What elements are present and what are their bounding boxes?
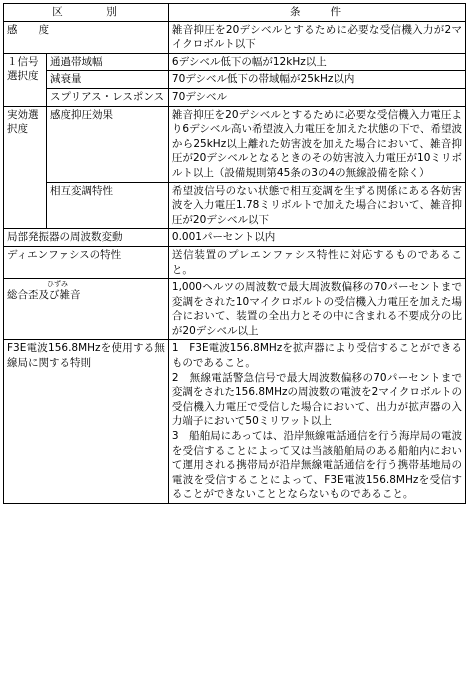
intermod-condition: 希望波信号のない状態で相互変調を生ずる関係にある各妨害波を入力電圧1.78ミリボルトで加えた場合において、雑音抑圧が20デシベル以下 [168,182,465,229]
passband-label: 通過帯域幅 [47,53,169,71]
sensitivity-label: 感 度 [4,21,169,53]
table-row [4,21,466,53]
table-row [4,340,466,504]
table-row [4,279,466,340]
distortion-label: 総合歪及び雑音 [7,289,81,302]
distortion-cell [4,279,169,340]
distortion-condition: 1,000ヘルツの周波数で最大周波数偏移の70パーセントまで変調をされた10マイクロボルトの受信機入力電圧を加えた場合において、装置の全出力とその中に含まれる不要成分の比が20デシベル以上 [168,279,465,340]
local-osc-label: 局部発振器の周波数変動 [4,229,169,247]
receiver-conditions-table [3,3,466,504]
header-row [4,4,466,22]
table-row [4,229,466,247]
attenuation-label: 減衰量 [47,71,169,89]
f3e-label: F3E電波156.8MHzを使用する無線局に関する特則 [4,340,169,504]
deemphasis-label: ディエンファシスの特性 [4,246,169,278]
spurious-condition: 70デシベル [168,88,465,106]
f3e-item-2: 2 無線電話警急信号で最大周波数偏移の70パーセントまで変調をされた156.8MHzの周波数の電波を2マイクロボルトの受信機入力電圧で受信した場合において、出力が拡声器の入力端子において50ミリワット以上 [171,371,462,428]
attenuation-condition: 70デシベル低下の帯域幅が25kHz以内 [168,71,465,89]
desens-condition: 雑音抑圧を20デシベルとするために必要な受信機入力電圧より6デシベル高い希望波入力電圧を加えた状態の下で、希望波から25kHz以上離れた妨害波を加えた場合において、雑音抑圧が20デシベルとなるときのその妨害波入力電圧が10ミリボルト以上（設備規則第45条の3の4の無線設備を除く） [168,106,465,182]
distortion-ruby: ひずみ [47,280,68,289]
single-selectivity-label: １信号選択度 [4,53,47,106]
local-osc-condition: 0.001パーセント以内 [168,229,465,247]
table-row [4,246,466,278]
intermod-label: 相互変調特性 [47,182,169,229]
deemphasis-condition: 送信装置のプレエンファシス特性に対応するものであること。 [168,246,465,278]
spurious-label: スプリアス・レスポンス [47,88,169,106]
f3e-item-3: 3 船舶局にあっては、沿岸無線電話通信を行う海岸局の電波を受信することによって又は当該船舶局のある船舶内において運用される携帯局が沿岸無線電話通信を行う携帯基地局の電波を受信することによって、F3E電波156.8MHzを受信することができないこととならないものであること。 [171,430,462,501]
passband-condition: 6デシベル低下の幅が12kHz以上 [168,53,465,71]
table-row [4,71,466,89]
header-category: 区 別 [4,4,169,22]
table-row [4,53,466,71]
desens-label: 感度抑圧効果 [47,106,169,182]
table-row [4,106,466,182]
header-condition: 条 件 [168,4,465,22]
sensitivity-condition: 雑音抑圧を20デシベルとするために必要な受信機入力が2マイクロボルト以下 [168,21,465,53]
table-row [4,182,466,229]
f3e-item-1: 1 F3E電波156.8MHzを拡声器により受信することができるものであること。 [171,342,462,370]
f3e-condition [168,340,465,504]
effective-selectivity-label: 実効選択度 [4,106,47,229]
table-row [4,88,466,106]
